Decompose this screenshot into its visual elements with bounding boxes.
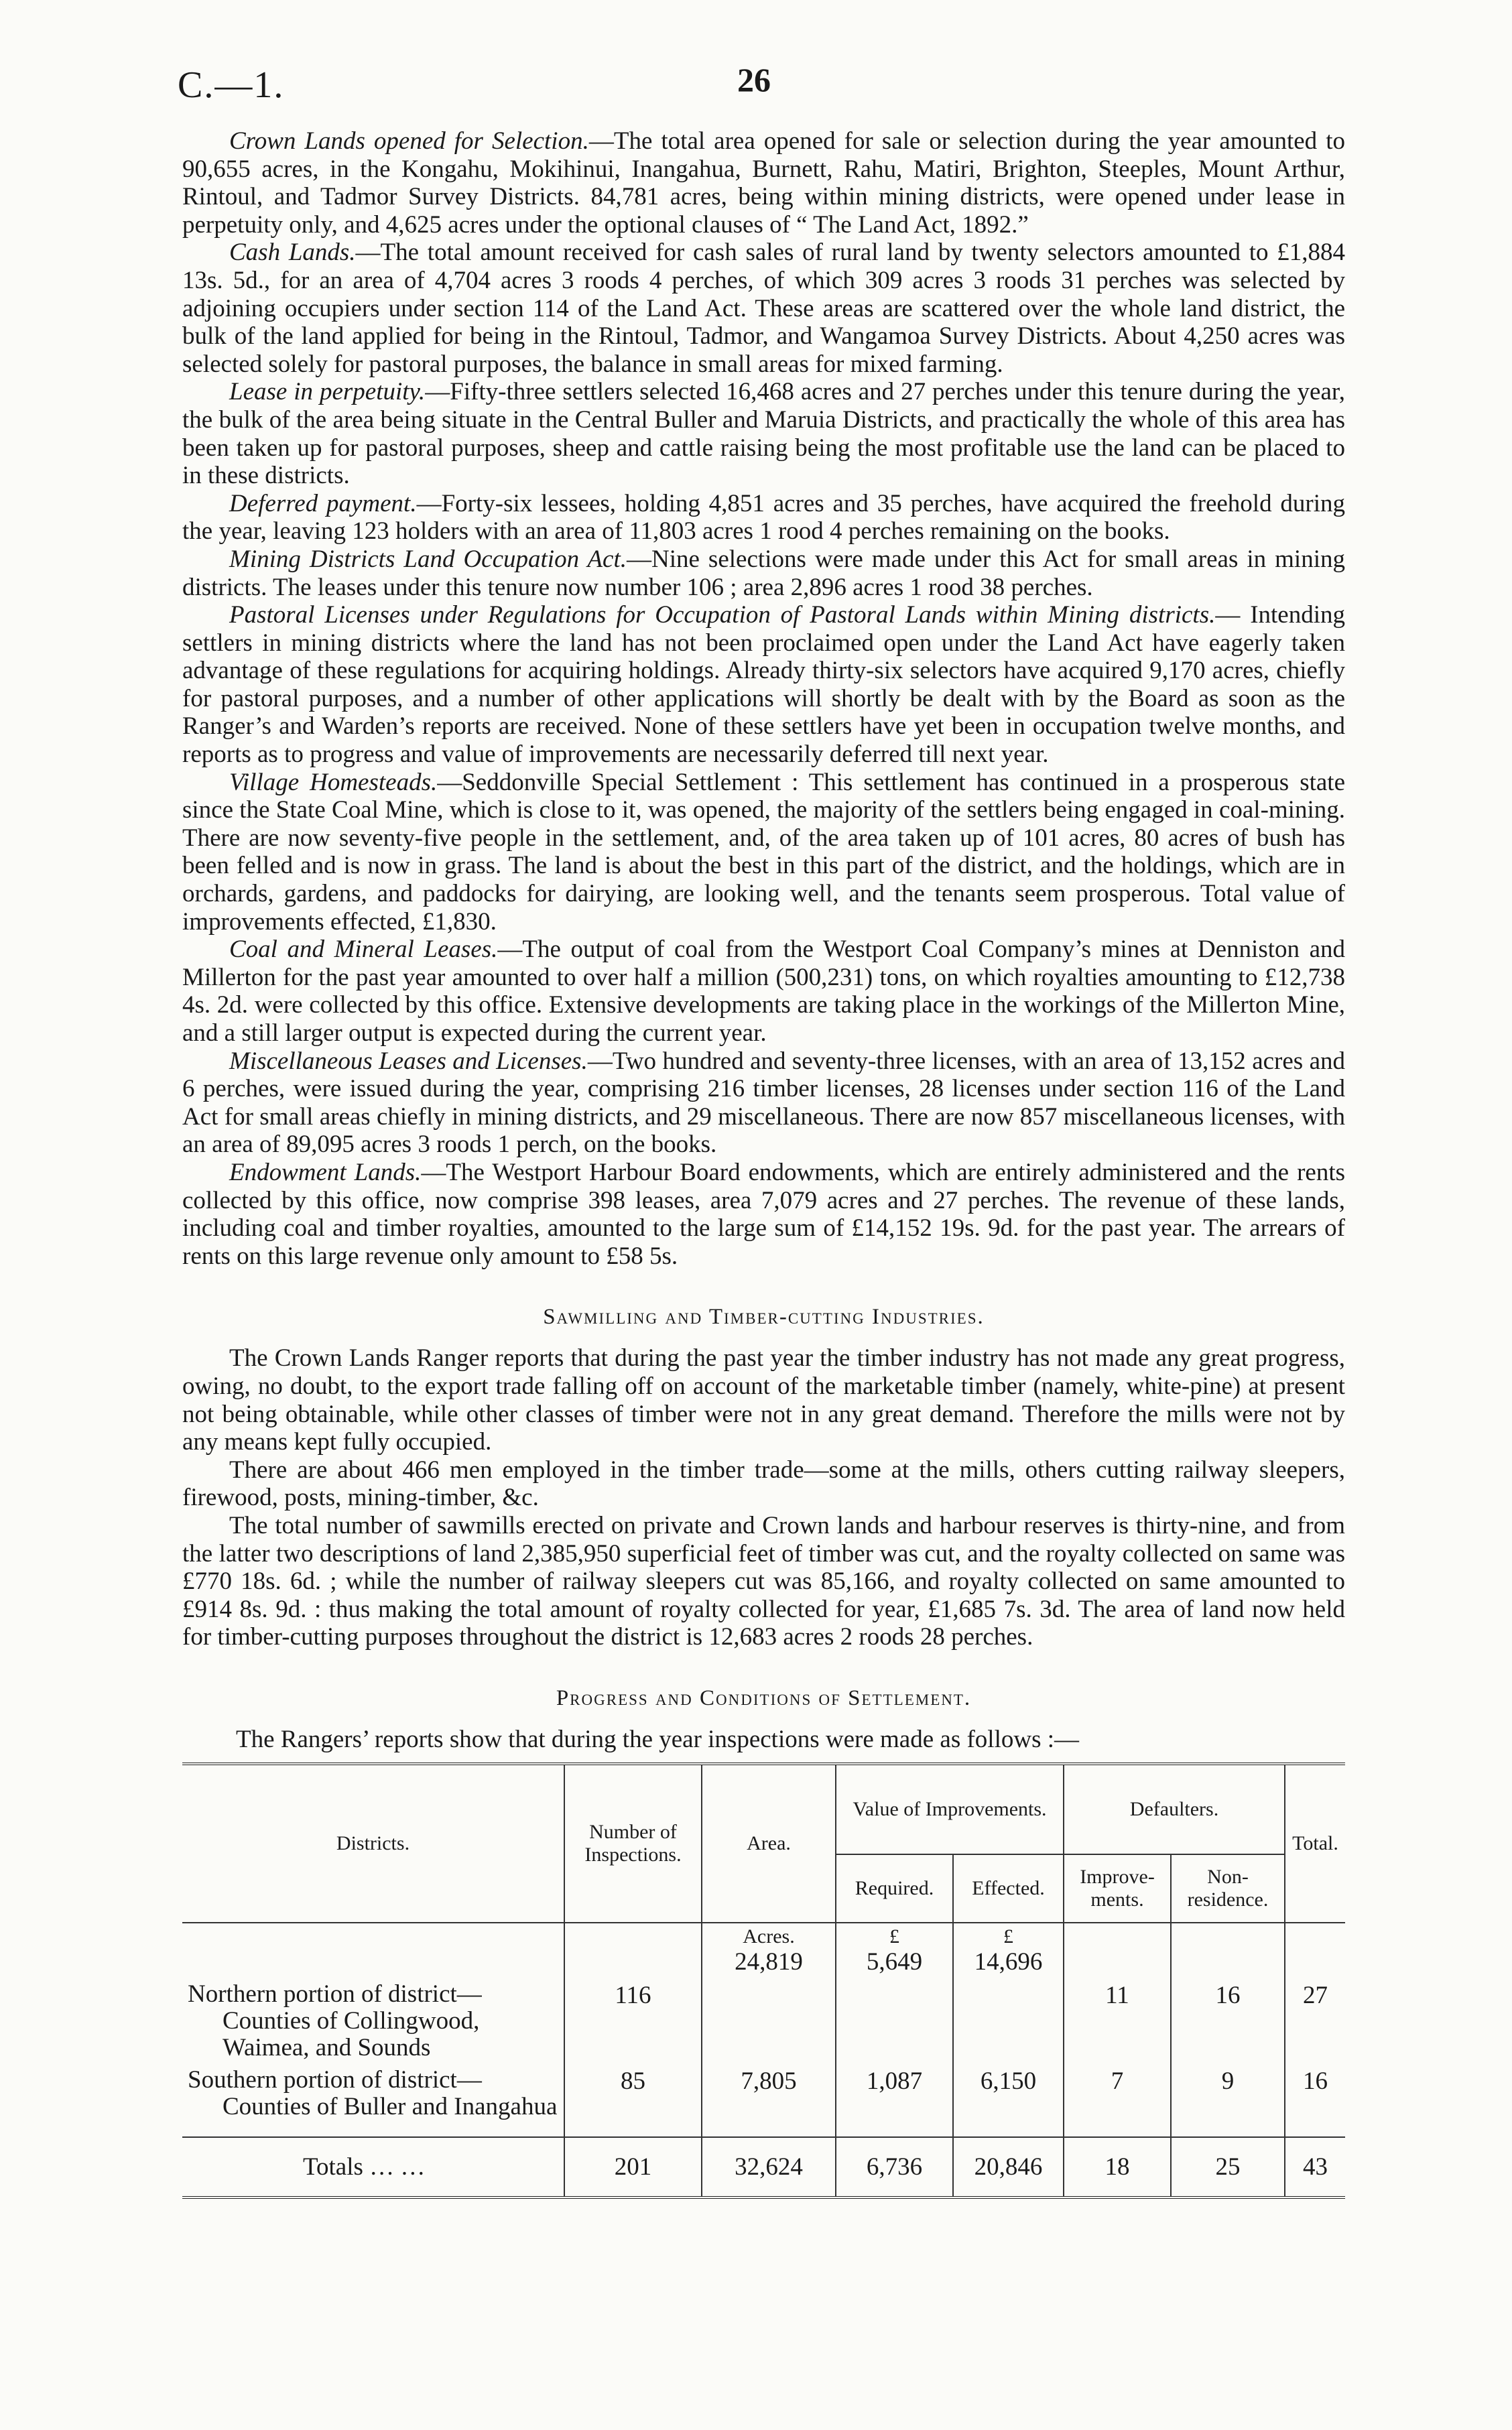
inspections-cell: 85	[564, 2064, 702, 2137]
paragraph: The Crown Lands Ranger reports that during the past year the timber industry has not made any great progress, owing, no doubt, to the export trade falling off on account of the marketable timber (namely, white-pine) at present not being obtainable, while other classes of timber were not in any great demand. Therefore the mills were not by any means kept fully occupied.	[182, 1344, 1345, 1456]
paragraph: Miscellaneous Leases and Licenses.—Two hundred and seventy-three licenses, with an area of 13,152 acres and 6 perches, were issued during the year, comprising 216 timber licenses, 28 licenses under section 116 of the Land Act for small areas chiefly in mining districts, and 29 miscellaneous. There are now 857 miscellaneous licenses, with an area of 89,095 acres 3 roods 1 perch, on the books.	[182, 1047, 1345, 1159]
district-main: Southern portion of district—	[188, 2066, 482, 2094]
paragraph: There are about 466 men employed in the timber trade—some at the mills, others cutting railway sleepers, firewood, posts, mining-timber, &c.	[182, 1456, 1345, 1512]
page-number: 26	[737, 61, 771, 99]
improvements-cell: 7	[1064, 2064, 1171, 2137]
district-sub: Counties of Buller and Inangahua	[223, 2093, 558, 2121]
area-unit: Acres.	[743, 1925, 795, 1948]
table-row	[182, 2064, 1345, 2137]
totals-effected: 20,846	[953, 2137, 1064, 2197]
col-header-defaulters: Defaulters.	[1064, 1764, 1285, 1854]
district-cell	[182, 2064, 564, 2137]
effected-unit: £	[1003, 1925, 1013, 1948]
district-sub: Counties of Collingwood, Waimea, and Sounds	[223, 2007, 480, 2062]
total-cell: 27	[1285, 1923, 1345, 2064]
paragraph: Lease in perpetuity.—Fifty-three settlers selected 16,468 acres and 27 perches under this tenure during the year, the bulk of the area being situate in the Central Buller and Maruia Districts, and practically the whole of this area has been taken up for pastoral purposes, sheep and cattle raising being the most profitable use the land can be placed to in these districts.	[182, 378, 1345, 490]
col-header-inspections: Number of Inspections.	[564, 1764, 702, 1923]
col-header-nonresidence: Non- residence.	[1171, 1854, 1285, 1923]
col-header-area: Area.	[702, 1764, 836, 1923]
area-cell	[702, 1923, 836, 2064]
paragraph: Coal and Mineral Leases.—The output of coal from the Westport Coal Company’s mines at Denniston and Millerton for the past year amounted to over half a million (500,231) tons, on which royalties amounting to £12,738 4s. 2d. were collected by this office. Extensive developments are taking place in the workings of the Millerton Mine, and a still larger output is expected during the current year.	[182, 936, 1345, 1047]
nonresidence-cell: 9	[1171, 2064, 1285, 2137]
improvements-cell: 11	[1064, 1923, 1171, 2064]
totals-nonresidence: 25	[1171, 2137, 1285, 2197]
effected-value: 14,696	[974, 1948, 1043, 1976]
totals-required: 6,736	[836, 2137, 953, 2197]
col-header-effected: Effected.	[953, 1854, 1064, 1923]
totals-row	[182, 2137, 1345, 2197]
col-header-total: Total.	[1285, 1764, 1345, 1923]
totals-improvements: 18	[1064, 2137, 1171, 2197]
col-header-improvements: Improve- ments.	[1064, 1854, 1171, 1923]
paragraph: Deferred payment.—Forty-six lessees, holding 4,851 acres and 35 perches, have acquired the freehold during the year, leaving 123 holders with an area of 11,803 acres 1 rood 4 perches remaining on the books.	[182, 489, 1345, 546]
required-cell	[836, 1923, 953, 2064]
required-cell: 1,087	[836, 2064, 953, 2137]
paragraph: Endowment Lands.—The Westport Harbour Board endowments, which are entirely administered and the rents collected by this office, now comprise 398 leases, area 7,079 acres and 27 perches. The revenue of these lands, including coal and timber royalties, amounted to the large sum of £14,152 19s. 9d. for the past year. The arrears of rents on this large revenue only amount to £58 5s.	[182, 1158, 1345, 1270]
paragraph: Crown Lands opened for Selection.—The total area opened for sale or selection during the year amounted to 90,655 acres, in the Kongahu, Mokihinui, Inangahua, Burnett, Rahu, Matiri, Brighton, Steeples, Mount Arthur, Rintoul, and Tadmor Survey Districts. 84,781 acres, being within mining districts, were opened under lease in perpetuity only, and 4,625 acres under the optional clauses of “ The Land Act, 1892.”	[182, 127, 1345, 239]
nonresidence-cell: 16	[1171, 1923, 1285, 2064]
paragraph: Village Homesteads.—Seddonville Special Settlement : This settlement has continued in a prosperous state since the State Coal Mine, which is close to it, was opened, the majority of the settlers being engaged in coal-mining. There are now seventy-five people in the settlement, and, of the area taken up of 101 acres, 80 acres of bush has been felled and is now in grass. The land is about the best in this part of the district, and the holdings, which are in orchards, gardens, and paddocks for dairying, are looking well, and the tenants seem prosperous. Total value of improvements effected, £1,830.	[182, 768, 1345, 936]
col-header-required: Required.	[836, 1854, 953, 1923]
paragraph: The total number of sawmills erected on private and Crown lands and harbour reserves is thirty-nine, and from the latter two descriptions of land 2,385,950 superficial feet of timber was cut, and the royalty collected on same was £770 18s. 6d. ; while the number of railway sleepers cut was 85,166, and royalty collected on same amounted to £914 8s. 9d. : thus making the total amount of royalty collected for year, £1,685 7s. 3d. The area of land now held for timber-cutting purposes throughout the district is 12,683 acres 2 roods 28 perches.	[182, 1511, 1345, 1651]
totals-inspections: 201	[564, 2137, 702, 2197]
totals-area: 32,624	[702, 2137, 836, 2197]
paragraph: Mining Districts Land Occupation Act.—Nine selections were made under this Act for small areas in mining districts. The leases under this tenure now number 106 ; area 2,896 acres 1 rood 38 perches.	[182, 545, 1345, 601]
required-value: 5,649	[866, 1948, 923, 1976]
totals-total: 43	[1285, 2137, 1345, 2197]
area-cell: 7,805	[702, 2064, 836, 2137]
total-cell: 16	[1285, 2064, 1345, 2137]
effected-cell: 6,150	[953, 2064, 1064, 2137]
table-intro: The Rangers’ reports show that during the year inspections were made as follows :—	[236, 1725, 1079, 1753]
district-main: Northern portion of district—	[188, 1980, 482, 2008]
inspections-cell: 116	[564, 1923, 702, 2064]
section-heading-progress: Progress and Conditions of Settlement.	[556, 1685, 972, 1710]
section-heading-sawmilling: Sawmilling and Timber-cutting Industries.	[543, 1305, 985, 1330]
paragraph: Cash Lands.—The total amount received for cash sales of rural land by twenty selectors amounted to £1,884 13s. 5d., for an area of 4,704 acres 3 roods 4 perches, of which 309 acres 3 roods 31 perches was selected by adjoining occupiers under section 114 of the Land Act. These areas are scattered over the whole land district, the bulk of the land applied for being in the Rintoul, Tadmor, and Wangamoa Survey Districts. About 4,250 acres was selected solely for pastoral purposes, the balance in small areas for mixed farming.	[182, 239, 1345, 378]
effected-cell	[953, 1923, 1064, 2064]
document-reference: C.—1.	[178, 64, 285, 106]
totals-label: Totals … …	[182, 2137, 564, 2197]
area-value: 24,819	[735, 1948, 803, 1976]
table-row	[182, 1923, 1345, 2064]
inspections-table	[182, 1763, 1345, 2199]
col-header-districts: Districts.	[182, 1764, 564, 1923]
col-header-value: Value of Improvements.	[836, 1764, 1064, 1854]
district-cell	[182, 1923, 564, 2064]
required-unit: £	[889, 1925, 899, 1948]
paragraph: Pastoral Licenses under Regulations for Occupation of Pastoral Lands within Mining districts.— Intending settlers in mining districts where the land has not been proclaimed open under the Land Act have eagerly taken advantage of these regulations for acquiring holdings. Already thirty-six selectors have acquired 9,170 acres, chiefly for pastoral purposes, and a number of other applications will shortly be dealt with by the Board as soon as the Ranger’s and Warden’s reports are received. None of these settlers have yet been in occupation twelve months, and reports as to progress and value of improvements are necessarily deferred till next year.	[182, 601, 1345, 769]
page-body	[182, 127, 1345, 2199]
